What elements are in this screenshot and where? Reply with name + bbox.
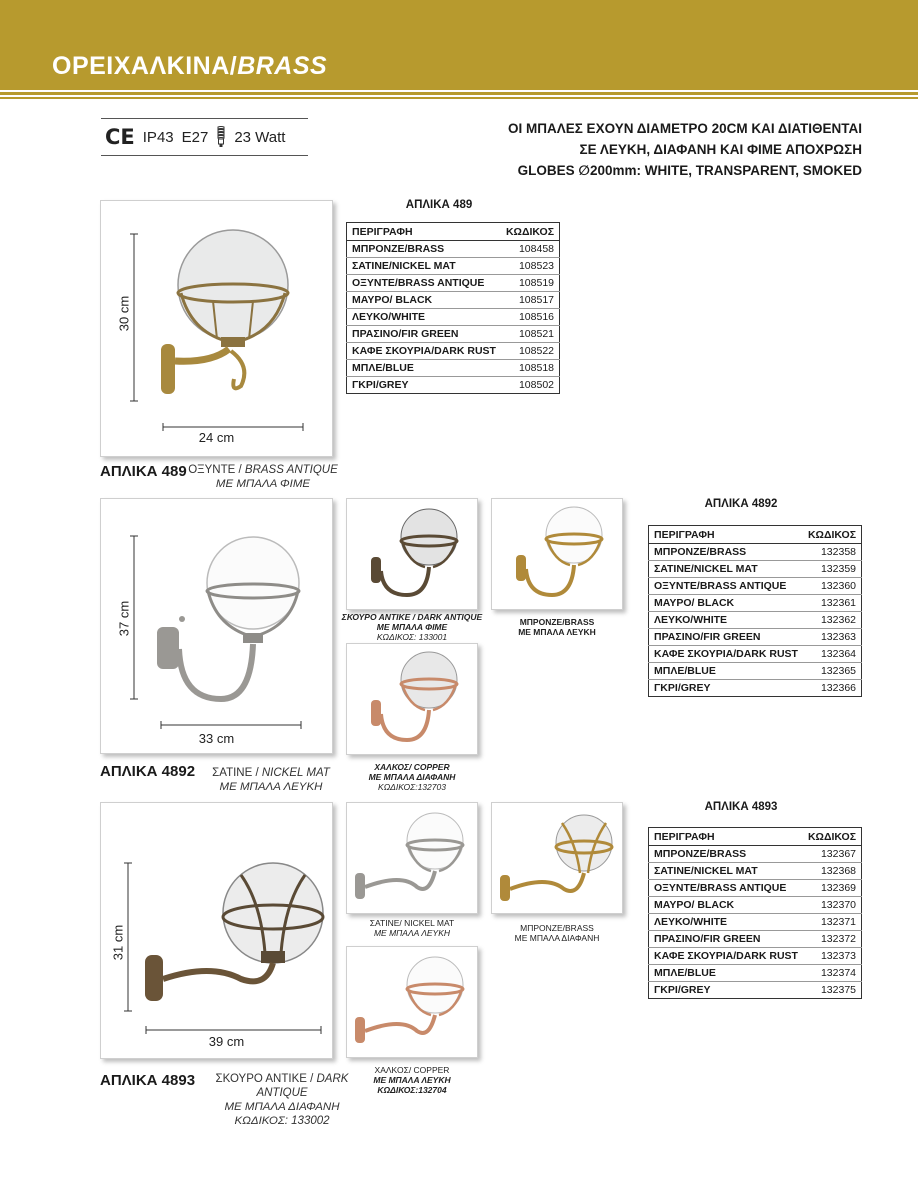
cell-description: ΟΞΥΝΤΕ/BRASS ANTIQUE <box>649 880 803 897</box>
desc-finish: ΣΚΟΥΡΟ ΑΝΤΙΚΕ / <box>215 1073 317 1085</box>
cell-code: 132366 <box>820 682 857 694</box>
table-title: ΑΠΛΙΚΑ 489 <box>405 199 473 211</box>
cell-code: 132369 <box>803 880 862 897</box>
cell-description: ΠΡΑΣΙΝΟ/FIR GREEN <box>649 629 803 646</box>
cell-code: 132361 <box>803 595 862 612</box>
desc-finish-en: BRASS ANTIQUE <box>244 464 338 476</box>
desc-finish-en: NICKEL MAT <box>261 767 330 779</box>
variant-image <box>346 946 478 1058</box>
globes-note-line: GLOBES ∅200mm: WHITE, TRANSPARENT, SMOKED <box>517 163 862 178</box>
cell-code: 132372 <box>803 931 862 948</box>
table-row <box>649 914 862 931</box>
variant-finish: ΜΠΡΟΝΖΕ/BRASS <box>519 617 595 627</box>
cell-description: ΣΑΤΙΝΕ/NICKEL MAT <box>649 863 803 880</box>
height-label: 31 cm <box>110 924 126 961</box>
table-row <box>347 360 560 377</box>
cell-description: ΣΑΤΙΝΕ/NICKEL MAT <box>649 561 803 578</box>
height-label: 37 cm <box>116 600 132 637</box>
cell-code: 132358 <box>803 544 862 561</box>
ce-mark-icon: CE <box>105 125 135 149</box>
cell-description: ΜΑΥΡΟ/ BLACK <box>649 897 803 914</box>
table-header-row <box>649 526 862 544</box>
cell-code: 132362 <box>803 612 862 629</box>
variant-globe: ΜΕ ΜΠΑΛΑ ΔΙΑΦΑΝΗ <box>514 933 600 943</box>
table-header-row <box>347 223 560 241</box>
table-row <box>649 595 862 612</box>
title-english: BRASS <box>237 52 328 80</box>
lamp-variant-copper <box>347 644 479 756</box>
variant-image <box>491 498 623 610</box>
variant-finish: ΧΑΛΚΟΣ/ COPPER <box>374 1065 450 1075</box>
header-stripe <box>0 86 918 90</box>
cell-description: ΜΠΛΕ/BLUE <box>347 360 501 377</box>
variant-caption <box>491 617 623 637</box>
globes-note-line: ΟΙ ΜΠΑΛΕΣ ΕΧΟΥΝ ΔΙΑΜΕΤΡΟ 20CM ΚΑΙ ΔΙΑΤΙΘΕΝΤΑΙ <box>507 121 862 136</box>
product-image-489 <box>100 200 333 457</box>
power-rating: 23 Watt <box>234 128 286 146</box>
product-title: ΑΠΛΙΚΑ 4892 <box>100 763 196 780</box>
cell-description: ΣΑΤΙΝΕ/NICKEL MAT <box>347 258 501 275</box>
lamp-variant-nickel <box>347 803 479 915</box>
lamp-variant-dark-antique <box>347 499 479 611</box>
lamp-4893-illustration <box>101 803 334 1060</box>
variant-finish: ΜΠΡΟΝΖΕ/BRASS <box>520 923 594 933</box>
variant-image <box>346 498 478 610</box>
desc-code: ΚΩΔΙΚΟΣ: 133002 <box>234 1115 330 1127</box>
table-row <box>649 880 862 897</box>
cell-code: 108519 <box>501 275 560 292</box>
table-row <box>649 982 862 999</box>
desc-globe: ΜΕ ΜΠΑΛΑ ΔΙΑΦΑΝΗ <box>224 1101 340 1113</box>
product-image-4892 <box>100 498 333 754</box>
cell-description: ΓΚΡΙ/GREY <box>654 984 711 996</box>
lamp-4892-illustration <box>101 499 334 755</box>
table-row <box>649 863 862 880</box>
cell-description: ΛΕΥΚΟ/WHITE <box>347 309 501 326</box>
desc-finish: ΣΑΤΙΝΕ / <box>212 767 262 779</box>
cell-code: 108517 <box>501 292 560 309</box>
cell-description: ΜΑΥΡΟ/ BLACK <box>347 292 501 309</box>
cell-description: ΜΑΥΡΟ/ BLACK <box>649 595 803 612</box>
table-row <box>347 343 560 360</box>
header-band <box>0 0 918 86</box>
variant-code: ΚΩΔΙΚΟΣ:132703 <box>378 782 446 792</box>
col-header-description: ΠΕΡΙΓΡΑΦΗ <box>347 223 501 241</box>
cell-description: ΜΠΡΟΝΖΕ/BRASS <box>347 241 501 258</box>
cell-code: 108518 <box>501 360 560 377</box>
table-row <box>649 897 862 914</box>
variant-caption <box>346 918 478 938</box>
cell-description: ΚΑΦΕ ΣΚΟΥΡΙΑ/DARK RUST <box>649 646 803 663</box>
table-row <box>649 646 862 663</box>
cell-code: 132364 <box>803 646 862 663</box>
width-label: 33 cm <box>198 731 235 746</box>
cell-description: ΚΑΦΕ ΣΚΟΥΡΙΑ/DARK RUST <box>649 948 803 965</box>
cell-description: ΛΕΥΚΟ/WHITE <box>649 914 803 931</box>
variant-globe: ΜΕ ΜΠΑΛΑ ΛΕΥΚΗ <box>373 928 451 938</box>
globes-note-line: ΣΕ ΛΕΥΚΗ, ΔΙΑΦΑΝΗ ΚΑΙ ΦΙΜΕ ΑΠΟΧΡΩΣΗ <box>579 142 862 157</box>
desc-finish: ΟΞΥΝΤΕ / <box>188 464 245 476</box>
code-table-489 <box>346 222 560 394</box>
table-row <box>649 948 862 965</box>
cell-description: ΠΡΑΣΙΝΟ/FIR GREEN <box>347 326 501 343</box>
ip-rating: IP43 <box>142 128 174 146</box>
table-title: ΑΠΛΙΚΑ 4892 <box>704 498 778 510</box>
table-title: ΑΠΛΙΚΑ 4893 <box>704 801 778 813</box>
cell-description: ΜΠΡΟΝΖΕ/BRASS <box>649 846 803 863</box>
page-title <box>52 52 327 81</box>
cell-code: 132359 <box>803 561 862 578</box>
col-header-description: ΠΕΡΙΓΡΑΦΗ <box>649 828 803 846</box>
lamp-variant-brass <box>492 499 624 611</box>
cell-description: ΟΞΥΝΤΕ/BRASS ANTIQUE <box>649 578 803 595</box>
variant-globe: ΜΕ ΜΠΑΛΑ ΦΙΜΕ <box>376 622 448 632</box>
table-row <box>649 561 862 578</box>
spec-bar <box>101 118 308 156</box>
cell-description: ΓΚΡΙ/GREY <box>654 682 711 694</box>
cell-code: 132365 <box>803 663 862 680</box>
table-row <box>347 258 560 275</box>
variant-globe: ΜΕ ΜΠΑΛΑ ΛΕΥΚΗ <box>373 1075 451 1085</box>
cell-description: ΜΠΡΟΝΖΕ/BRASS <box>649 544 803 561</box>
lamp-489-illustration <box>101 201 334 458</box>
cell-code: 108523 <box>501 258 560 275</box>
cell-description: ΜΠΛΕ/BLUE <box>649 663 803 680</box>
cell-code: 132373 <box>803 948 862 965</box>
product-description <box>196 1072 368 1128</box>
table-row <box>649 846 862 863</box>
variant-globe: ΜΕ ΜΠΑΛΑ ΔΙΑΦΑΝΗ <box>368 772 456 782</box>
product-description <box>206 766 336 794</box>
cell-description: ΟΞΥΝΤΕ/BRASS ANTIQUE <box>347 275 501 292</box>
width-label: 24 cm <box>198 430 235 445</box>
variant-caption <box>491 923 623 943</box>
cell-code: 132368 <box>803 863 862 880</box>
table-row <box>347 275 560 292</box>
width-label: 39 cm <box>208 1034 245 1049</box>
cell-code: 132374 <box>803 965 862 982</box>
code-table-4893 <box>648 827 862 999</box>
cell-code: 132370 <box>803 897 862 914</box>
bulb-icon <box>216 126 226 148</box>
height-label: 30 cm <box>116 295 132 332</box>
socket-type: E27 <box>181 128 209 146</box>
lamp-variant-brass-clear <box>492 803 624 915</box>
cell-code: 108521 <box>501 326 560 343</box>
cell-description: ΜΠΛΕ/BLUE <box>649 965 803 982</box>
variant-caption <box>346 1065 478 1095</box>
desc-finish-en: DARK ANTIQUE <box>256 1073 349 1099</box>
cell-description: ΓΚΡΙ/GREY <box>352 379 409 391</box>
lamp-variant-copper-white <box>347 947 479 1059</box>
cell-code: 132360 <box>803 578 862 595</box>
table-row <box>649 931 862 948</box>
cell-code: 132371 <box>803 914 862 931</box>
cell-code: 108516 <box>501 309 560 326</box>
table-row <box>649 680 862 697</box>
cell-description: ΠΡΑΣΙΝΟ/FIR GREEN <box>649 931 803 948</box>
table-row <box>347 241 560 258</box>
product-image-4893 <box>100 802 333 1059</box>
variant-finish: ΣΑΤΙΝΕ/ NICKEL MAT <box>369 918 455 928</box>
variant-finish: ΧΑΛΚΟΣ/ COPPER <box>374 762 450 772</box>
cell-code: 132375 <box>820 984 857 996</box>
table-row <box>649 965 862 982</box>
col-header-code: ΚΩΔΙΚΟΣ <box>803 828 862 846</box>
header-stripe <box>0 92 918 95</box>
table-row <box>649 663 862 680</box>
col-header-description: ΠΕΡΙΓΡΑΦΗ <box>649 526 803 544</box>
variant-image <box>491 802 623 914</box>
table-row <box>649 629 862 646</box>
cell-description: ΛΕΥΚΟ/WHITE <box>649 612 803 629</box>
table-row <box>347 292 560 309</box>
col-header-code: ΚΩΔΙΚΟΣ <box>803 526 862 544</box>
cell-code: 108458 <box>501 241 560 258</box>
code-table-4892 <box>648 525 862 697</box>
variant-finish: ΣΚΟΥΡΟ ΑΝΤΙΚΕ / DARK ANTIQUE <box>341 612 483 622</box>
table-row <box>649 612 862 629</box>
cell-description: ΚΑΦΕ ΣΚΟΥΡΙΑ/DARK RUST <box>347 343 501 360</box>
variant-caption <box>346 762 478 792</box>
variant-code: ΚΩΔΙΚΟΣ: 133001 <box>376 632 448 642</box>
table-row <box>347 377 560 394</box>
globes-note <box>508 118 862 181</box>
desc-globe: ΜΕ ΜΠΑΛΑ ΛΕΥΚΗ <box>219 781 323 793</box>
cell-code: 132363 <box>803 629 862 646</box>
product-description <box>188 463 338 491</box>
col-header-code: ΚΩΔΙΚΟΣ <box>501 223 560 241</box>
cell-code: 132367 <box>803 846 862 863</box>
variant-image <box>346 802 478 914</box>
desc-globe: ΜΕ ΜΠΑΛΑ ΦΙΜΕ <box>215 478 311 490</box>
variant-code: ΚΩΔΙΚΟΣ:132704 <box>377 1085 447 1095</box>
table-row <box>347 309 560 326</box>
table-row <box>649 578 862 595</box>
header-stripe <box>0 97 918 99</box>
title-greek: ΟΡΕΙΧΑΛΚΙΝΑ/ <box>52 52 238 80</box>
table-row <box>649 544 862 561</box>
table-row <box>347 326 560 343</box>
variant-image <box>346 643 478 755</box>
variant-globe: ΜΕ ΜΠΑΛΑ ΛΕΥΚΗ <box>518 627 596 637</box>
cell-code: 108522 <box>501 343 560 360</box>
product-title: ΑΠΛΙΚΑ 4893 <box>100 1072 196 1089</box>
table-header-row <box>649 828 862 846</box>
cell-code: 108502 <box>518 379 555 391</box>
product-title: ΑΠΛΙΚΑ 489 <box>100 463 187 480</box>
variant-caption <box>330 612 494 642</box>
